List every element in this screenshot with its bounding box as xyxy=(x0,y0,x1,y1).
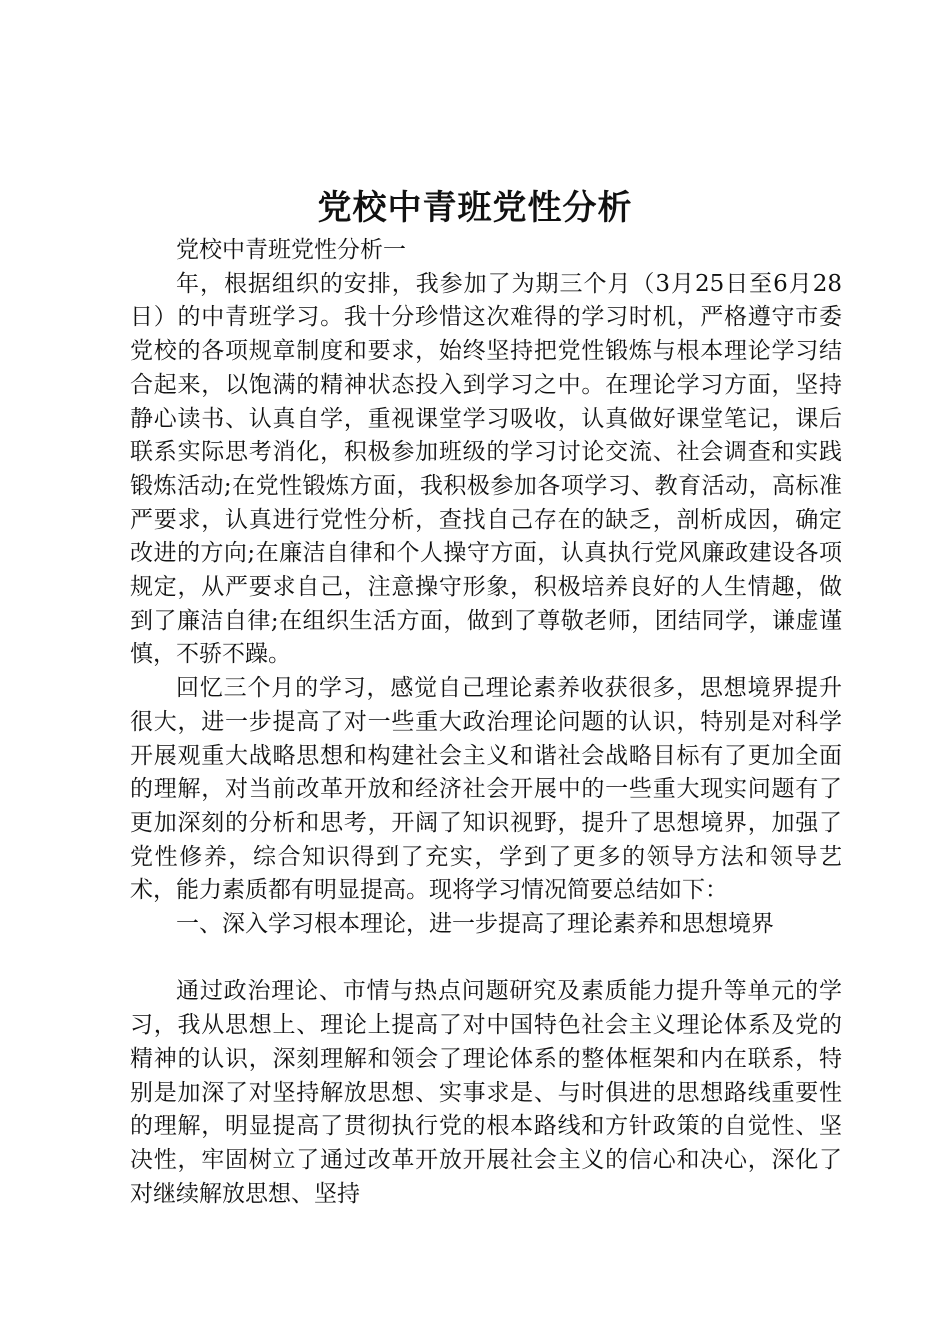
paragraph: 通过政治理论、市情与热点问题研究及素质能力提升等单元的学习，我从思想上、理论上提高了对中国特色社会主义理论体系及党的精神的认识，深刻理解和领会了理论体系的整体框架和内在联系，特别是加深了对坚持解放思想、实事求是、与时俱进的思想路线重要性的理解，明显提高了贯彻执行党的根本路线和方针政策的自觉性、坚决性，牢固树立了通过改革开放开展社会主义的信心和决心，深化了对继续解放思想、坚持 xyxy=(130,978,842,1207)
document-body xyxy=(130,234,842,1211)
paragraph: 回忆三个月的学习，感觉自己理论素养收获很多，思想境界提升很大，进一步提高了对一些重大政治理论问题的认识，特别是对科学开展观重大战略思想和构建社会主义和谐社会战略目标有了更加全面的理解，对当前改革开放和经济社会开展中的一些重大现实问题有了更加深刻的分析和思考，开阔了知识视野，提升了思想境界，加强了党性修养，综合知识得到了充实，学到了更多的领导方法和领导艺术，能力素质都有明显提高。现将学习情况简要总结如下： xyxy=(130,675,842,904)
section-heading: 一、深入学习根本理论，进一步提高了理论素养和思想境界 xyxy=(176,911,774,938)
paragraph-subtitle: 党校中青班党性分析一 xyxy=(176,237,406,263)
paragraph: 年，根据组织的安排，我参加了为期三个月（3月25日至6月28日）的中青班学习。我十分珍惜这次难得的学习时机，严格遵守市委党校的各项规章制度和要求，始终坚持把党性锻炼与根本理论学习结合起来，以饱满的精神状态投入到学习之中。在理论学习方面，坚持静心读书、认真自学，重视课堂学习吸收，认真做好课堂笔记，课后联系实际思考消化，积极参加班级的学习讨论交流、社会调查和实践锻炼活动;在党性锻炼方面，我积极参加各项学习、教育活动，高标准严要求，认真进行党性分析，查找自己存在的缺乏，剖析成因，确定改进的方向;在廉洁自律和个人操守方面，认真执行党风廉政建设各项规定，从严要求自己，注意操守形象，积极培养良好的人生情趣，做到了廉洁自律;在组织生活方面，做到了尊敬老师，团结同学，谦虚谨慎，不骄不躁。 xyxy=(130,270,842,668)
document-title: 党校中青班党性分析 xyxy=(317,188,633,228)
